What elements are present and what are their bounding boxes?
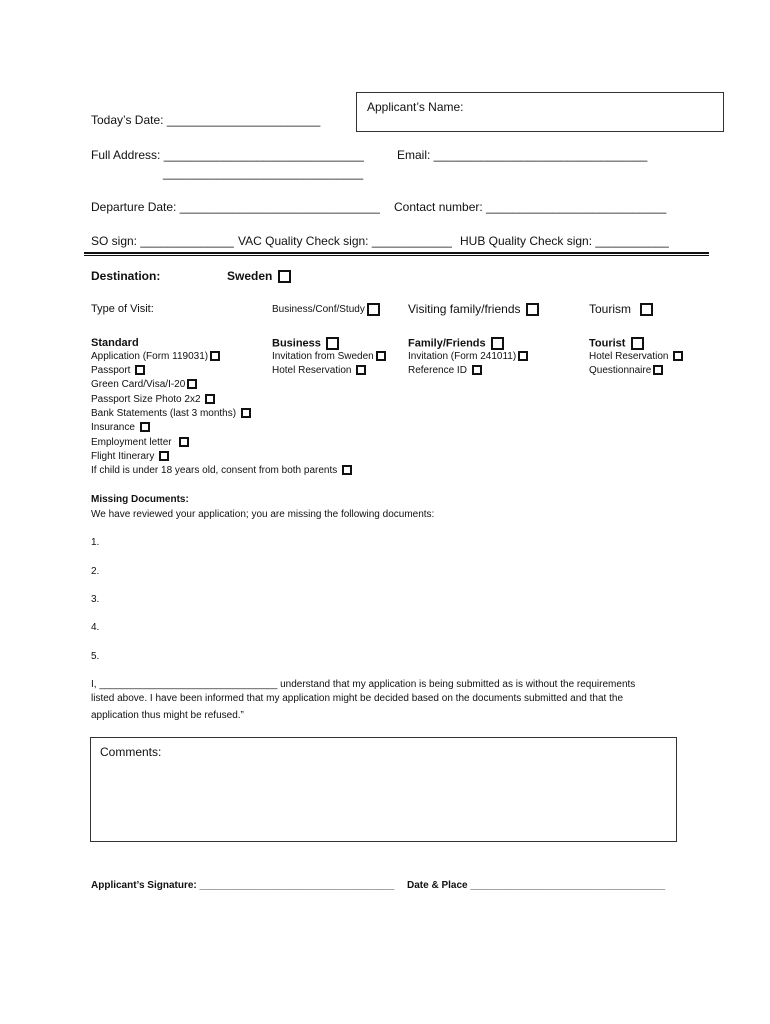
tourist-checkbox[interactable] bbox=[631, 337, 644, 350]
declaration-line-3: application thus might be refused.” bbox=[91, 710, 244, 721]
applicant-name-box[interactable] bbox=[356, 92, 724, 132]
checkbox[interactable] bbox=[159, 451, 169, 461]
checkbox[interactable] bbox=[241, 408, 251, 418]
checkbox[interactable] bbox=[653, 365, 663, 375]
destination-label: Destination: bbox=[91, 269, 161, 283]
standard-item: Application (Form 119031) bbox=[91, 351, 220, 362]
checkbox[interactable] bbox=[140, 422, 150, 432]
tourist-item: Hotel Reservation bbox=[589, 351, 683, 362]
standard-item: Flight Itinerary bbox=[91, 451, 169, 462]
standard-item: Employment letter bbox=[91, 437, 189, 448]
visit-tourism-label: Tourism bbox=[589, 302, 632, 316]
visit-business-label: Business/Conf/Study bbox=[272, 304, 365, 316]
declaration-line-1: I, ________________________________ understand that my application is being submitted as is without the requirements bbox=[91, 679, 636, 690]
visit-family-checkbox[interactable] bbox=[526, 303, 539, 316]
vac-sign-field[interactable]: VAC Quality Check sign: ____________ bbox=[238, 234, 452, 248]
family-title: Family/Friends bbox=[408, 337, 504, 350]
business-title: Business bbox=[272, 337, 339, 350]
todays-date-field[interactable]: Today’s Date: _______________________ bbox=[91, 113, 321, 127]
tourist-item: Questionnaire bbox=[589, 365, 663, 376]
visit-business-checkbox[interactable] bbox=[367, 303, 380, 316]
missing-item-number: 4. bbox=[91, 622, 100, 633]
checkbox[interactable] bbox=[518, 351, 528, 361]
business-checkbox[interactable] bbox=[326, 337, 339, 350]
contact-number-field[interactable]: Contact number: ___________________________ bbox=[394, 200, 667, 214]
comments-box[interactable] bbox=[90, 737, 677, 842]
visit-tourism-checkbox[interactable] bbox=[640, 303, 653, 316]
checkbox[interactable] bbox=[356, 365, 366, 375]
tourist-title: Tourist bbox=[589, 337, 644, 350]
business-item: Invitation from Sweden bbox=[272, 351, 386, 362]
departure-date-field[interactable]: Departure Date: ______________________________ bbox=[91, 200, 380, 214]
standard-title: Standard bbox=[91, 337, 139, 349]
comments-label: Comments: bbox=[100, 745, 162, 759]
missing-item-number: 3. bbox=[91, 594, 100, 605]
destination-country: Sweden bbox=[227, 269, 273, 283]
standard-item: If child is under 18 years old, consent from both parents bbox=[91, 465, 352, 476]
date-place-field[interactable]: Date & Place ___________________________________ bbox=[407, 880, 666, 891]
business-item: Hotel Reservation bbox=[272, 365, 366, 376]
applicant-name-label: Applicant’s Name: bbox=[367, 100, 464, 114]
missing-item-number: 1. bbox=[91, 537, 100, 548]
missing-item-number: 2. bbox=[91, 566, 100, 577]
family-item: Reference ID bbox=[408, 365, 482, 376]
checkbox[interactable] bbox=[210, 351, 220, 361]
family-item: Invitation (Form 241011) bbox=[408, 351, 528, 362]
visit-family-label: Visiting family/friends bbox=[408, 302, 521, 316]
standard-item: Insurance bbox=[91, 422, 150, 433]
standard-item: Passport Size Photo 2x2 bbox=[91, 394, 215, 405]
standard-item: Bank Statements (last 3 months) bbox=[91, 408, 251, 419]
hub-sign-field[interactable]: HUB Quality Check sign: ___________ bbox=[460, 234, 669, 248]
checkbox[interactable] bbox=[376, 351, 386, 361]
checkbox[interactable] bbox=[135, 365, 145, 375]
address-line2-field[interactable]: ______________________________ bbox=[163, 166, 364, 180]
family-checkbox[interactable] bbox=[491, 337, 504, 350]
sweden-checkbox[interactable] bbox=[278, 270, 291, 283]
visit-tourism bbox=[589, 302, 653, 316]
visit-family bbox=[408, 302, 539, 316]
destination-sweden bbox=[227, 269, 291, 283]
missing-documents-title: Missing Documents: bbox=[91, 494, 189, 505]
declaration-line-2: listed above. I have been informed that my application might be decided based on the documents submitted and that the bbox=[91, 693, 624, 704]
full-address-field[interactable]: Full Address: ______________________________ bbox=[91, 148, 364, 162]
checkbox[interactable] bbox=[205, 394, 215, 404]
email-field[interactable]: Email: ________________________________ bbox=[397, 148, 648, 162]
checkbox[interactable] bbox=[342, 465, 352, 475]
checkbox[interactable] bbox=[179, 437, 189, 447]
standard-item: Green Card/Visa/I-20 bbox=[91, 379, 197, 390]
type-of-visit-label: Type of Visit: bbox=[91, 303, 154, 315]
so-sign-field[interactable]: SO sign: ______________ bbox=[91, 234, 234, 248]
checkbox[interactable] bbox=[472, 365, 482, 375]
applicant-signature-field[interactable]: Applicant’s Signature: ___________________________________ bbox=[91, 880, 395, 891]
section-divider bbox=[84, 252, 709, 256]
checkbox[interactable] bbox=[187, 379, 197, 389]
missing-documents-intro: We have reviewed your application; you are missing the following documents: bbox=[91, 509, 435, 520]
missing-item-number: 5. bbox=[91, 651, 100, 662]
visit-business bbox=[272, 303, 380, 316]
standard-item: Passport bbox=[91, 365, 145, 376]
checkbox[interactable] bbox=[673, 351, 683, 361]
